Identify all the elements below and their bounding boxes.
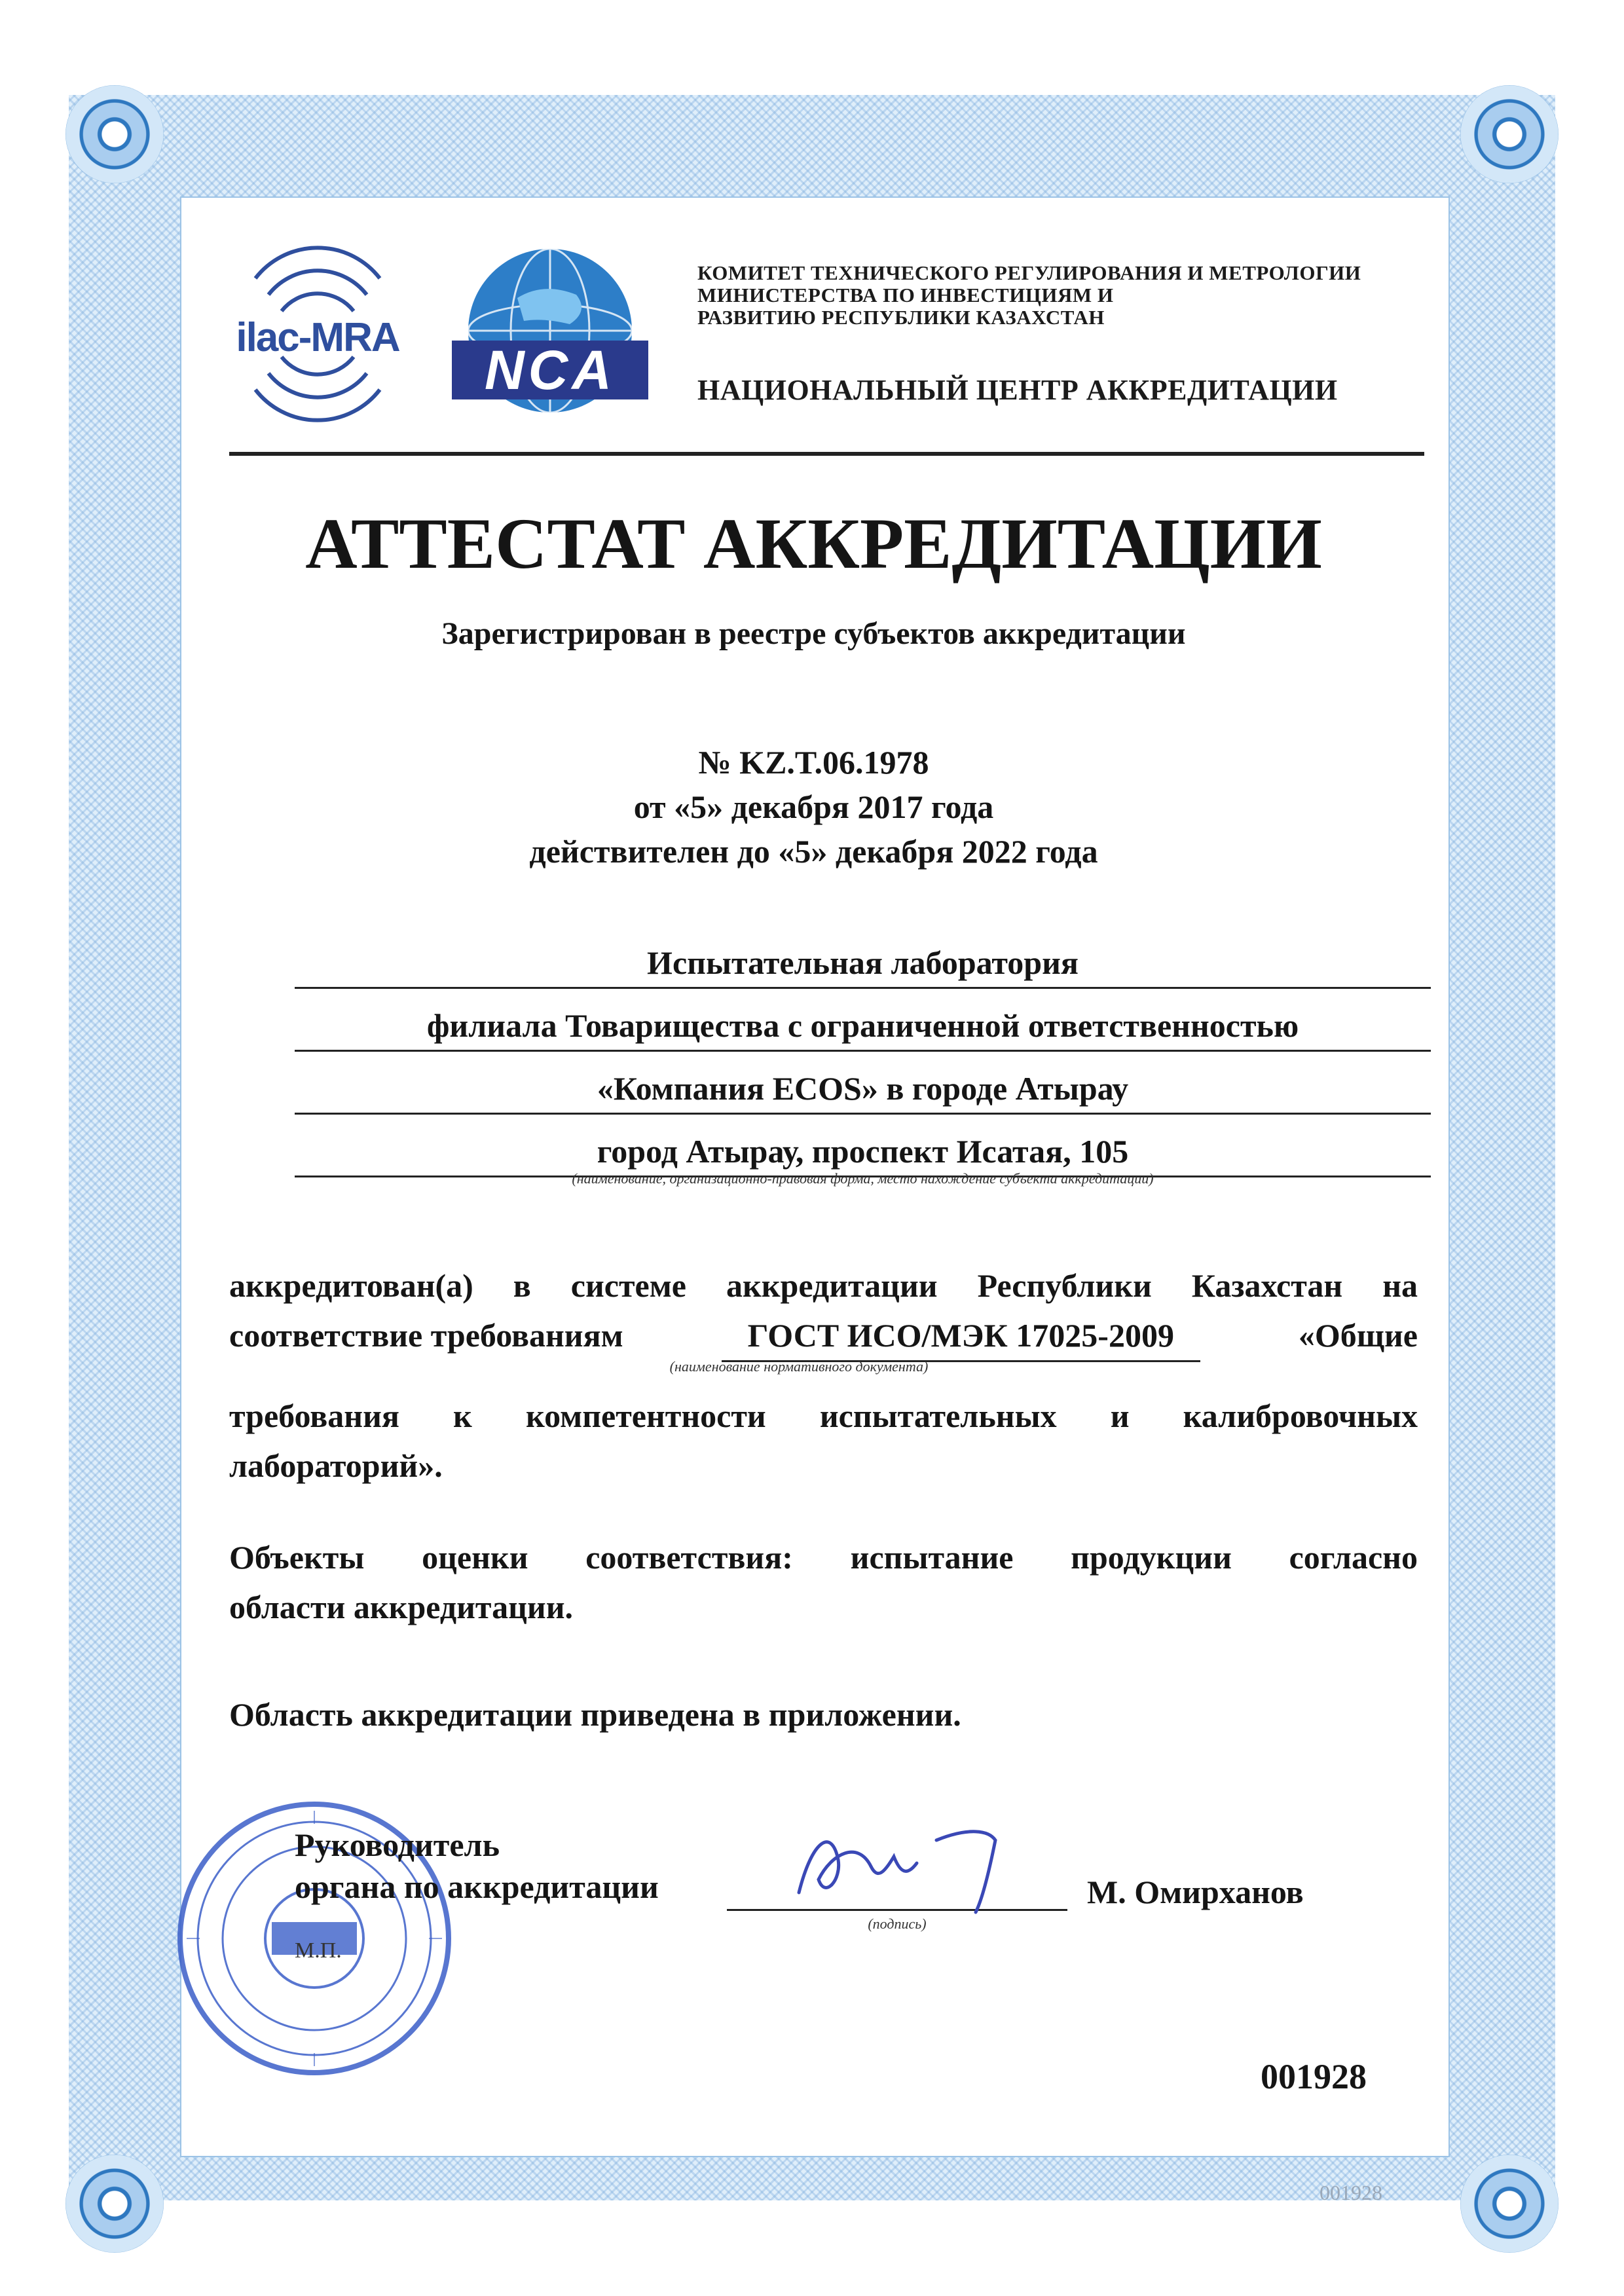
entity-line-2: филиала Товарищества с ограниченной ответственностью — [295, 999, 1431, 1052]
serial-number-watermark: 001928 — [1320, 2181, 1382, 2204]
stamp-place-label: М.П. — [295, 1938, 342, 1963]
signatory-role — [295, 1824, 659, 1908]
signatory-role-line-2: органа по аккредитации — [295, 1868, 659, 1905]
certificate-subtitle: Зарегистрирован в реестре субъектов аккредитации — [441, 616, 1186, 651]
registration-issued-date: от «5» декабря 2017 года — [633, 788, 994, 825]
serial-number: 001928 — [1261, 2057, 1367, 2096]
entity-line-3: «Компания ECOS» в городе Атырау — [295, 1062, 1431, 1115]
nca-logo-text: NCA — [452, 341, 648, 399]
standard-name: ГОСТ ИСО/МЭК 17025-2009 — [722, 1310, 1200, 1362]
signature-caption: (подпись) — [868, 1916, 927, 1932]
accreditation-line-2-end: «Общие — [1298, 1317, 1418, 1354]
entity-line-1: Испытательная лаборатория — [295, 936, 1431, 989]
handwritten-signature — [773, 1801, 1061, 1919]
accreditation-center-name: НАЦИОНАЛЬНЫЙ ЦЕНТР АККРЕДИТАЦИИ — [697, 374, 1338, 406]
registration-block — [183, 740, 1444, 874]
objects-line-2: области аккредитации. — [229, 1589, 574, 1625]
registration-valid-until: действителен до «5» декабря 2022 года — [529, 833, 1098, 870]
objects-line-1: Объекты оценки соответствия: испытание продукции согласно — [229, 1539, 1418, 1576]
committee-line-2: МИНИСТЕРСТВА ПО ИНВЕСТИЦИЯМ И — [697, 284, 1114, 306]
signatory-name: М. Омирханов — [1087, 1874, 1304, 1910]
rosette-top-right-icon — [1460, 85, 1559, 183]
certificate-title: АТТЕСТАТ АККРЕДИТАЦИИ — [305, 504, 1322, 583]
entity-caption: (наименование, организационно-правовая форма, место нахождение субъекта аккредитации) — [572, 1170, 1154, 1187]
entity-line-4: город Атырау, проспект Исатая, 105 — [295, 1125, 1431, 1177]
signatory-role-line-1: Руководитель — [295, 1826, 500, 1863]
objects-paragraph — [229, 1532, 1418, 1632]
accreditation-line-1: аккредитован(а) в системе аккредитации Республики Казахстан на — [229, 1267, 1418, 1304]
scope-statement: Область аккредитации приведена в приложении. — [229, 1696, 961, 1733]
rosette-bottom-right-icon — [1460, 2155, 1559, 2253]
rosette-bottom-left-icon — [65, 2155, 164, 2253]
standard-caption: (наименование нормативного документа) — [669, 1358, 929, 1375]
accreditation-line-3: требования к компетентности испытательных и калибровочных — [229, 1398, 1418, 1434]
nca-globe-logo — [445, 246, 655, 429]
committee-line-3: РАЗВИТИЮ РЕСПУБЛИКИ КАЗАХСТАН — [697, 306, 1105, 329]
committee-line-1: КОМИТЕТ ТЕХНИЧЕСКОГО РЕГУЛИРОВАНИЯ И МЕТРОЛОГИИ — [697, 261, 1361, 284]
ilac-mra-logo — [216, 232, 419, 435]
accreditation-line-2 — [229, 1310, 1418, 1362]
header-divider — [229, 452, 1424, 456]
rosette-top-left-icon — [65, 85, 164, 183]
ilac-mra-logo-text: ilac-MRA — [236, 315, 399, 360]
entity-block — [295, 936, 1431, 1177]
registration-number: № KZ.T.06.1978 — [698, 744, 929, 781]
accreditation-line-2-start: соответствие требованиям — [229, 1317, 623, 1354]
committee-name — [697, 262, 1361, 329]
accreditation-line-4: лабораторий». — [229, 1447, 443, 1484]
accreditation-paragraph — [229, 1261, 1418, 1491]
